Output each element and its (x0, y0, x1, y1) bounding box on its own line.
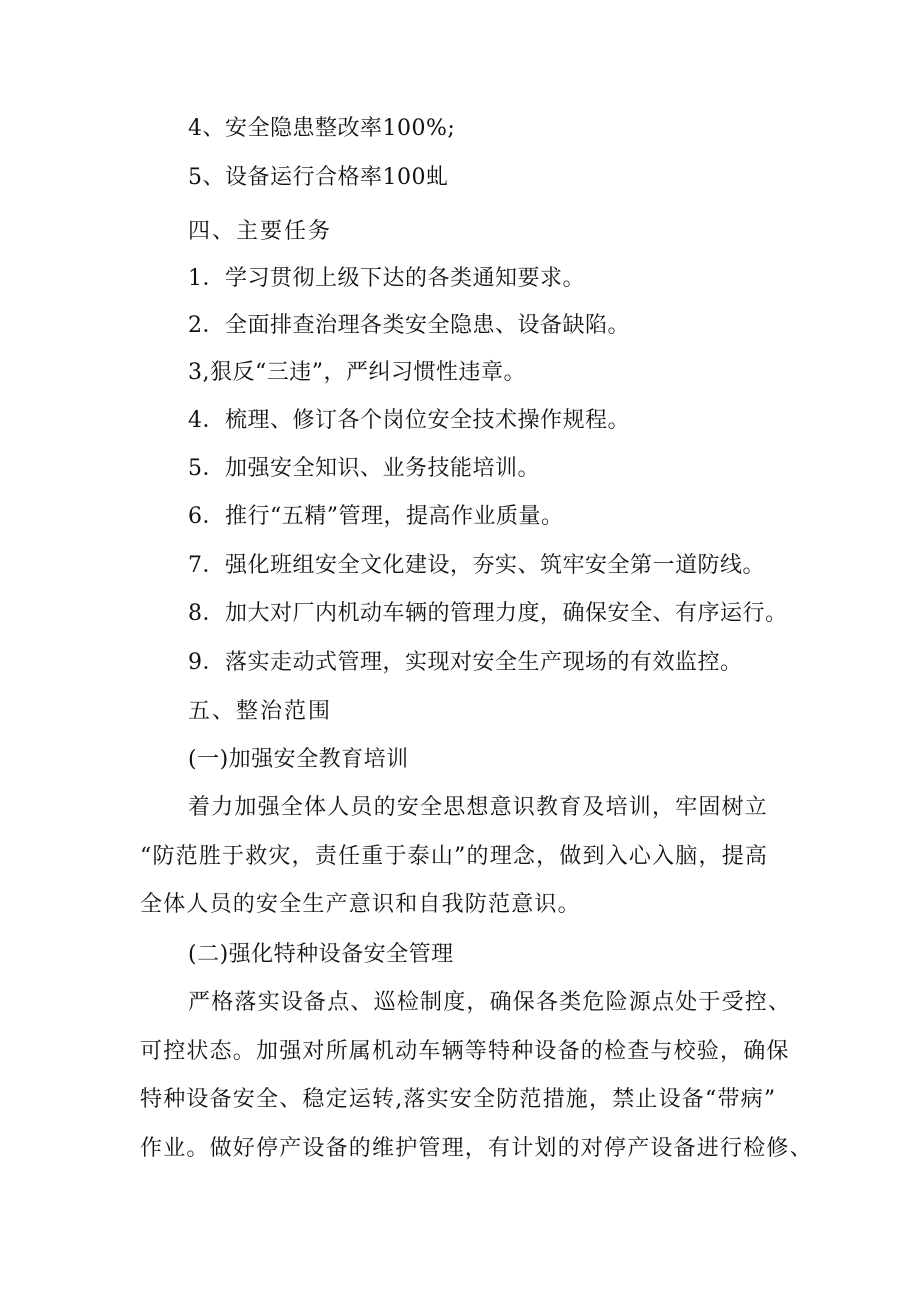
section-5-title: 五、整治范围 (188, 699, 333, 724)
task-item-3: 3,狠反“三违”，严纠习惯性违章。 (188, 360, 526, 385)
paragraph-1-line-1: 着力加强全体人员的安全思想意识教育及培训，牢固树立 (188, 795, 769, 820)
task-item-7: 7．强化班组安全文化建设，夯实、筑牢安全第一道防线。 (188, 553, 765, 578)
subsection-2-title: (二)强化特种设备安全管理 (188, 942, 454, 967)
paragraph-2-line-1: 严格落实设备点、巡检制度，确保各类危险源点处于受控、 (188, 990, 792, 1015)
paragraph-2-line-4: 作业。做好停产设备的维护管理，有计划的对停产设备进行检修、 (140, 1136, 813, 1161)
task-item-9: 9．落实走动式管理，实现对安全生产现场的有效监控。 (188, 650, 743, 675)
task-item-8: 8．加大对厂内机动车辆的管理力度，确保安全、有序运行。 (188, 601, 788, 626)
task-item-1: 1．学习贯彻上级下达的各类通知要求。 (188, 266, 585, 291)
task-item-6: 6．推行“五精”管理，提高作业质量。 (188, 504, 564, 529)
paragraph-2-line-2: 可控状态。加强对所属机动车辆等特种设备的检查与校验，确保 (140, 1039, 790, 1064)
task-item-4: 4．梳理、修订各个岗位安全技术操作规程。 (188, 408, 630, 433)
paragraph-1-line-3: 全体人员的安全生产意识和自我防范意识。 (140, 892, 581, 917)
section-4-title: 四、主要任务 (188, 219, 333, 244)
subsection-1-title: (一)加强安全教育培训 (188, 747, 409, 772)
paragraph-1-line-2: “防范胜于救灾，责任重于泰山”的理念，做到入心入脑，提高 (140, 844, 769, 869)
target-item-4: 4、安全隐患整改率100%; (188, 116, 456, 141)
task-item-5: 5．加强安全知识、业务技能培训。 (188, 456, 540, 481)
task-item-2: 2．全面排查治理各类安全隐患、设备缺陷。 (188, 313, 630, 338)
target-item-5: 5、设备运行合格率100虬 (188, 165, 449, 190)
paragraph-2-line-3: 特种设备安全、稳定运转,落实安全防范措施，禁止设备“带病” (140, 1087, 777, 1112)
